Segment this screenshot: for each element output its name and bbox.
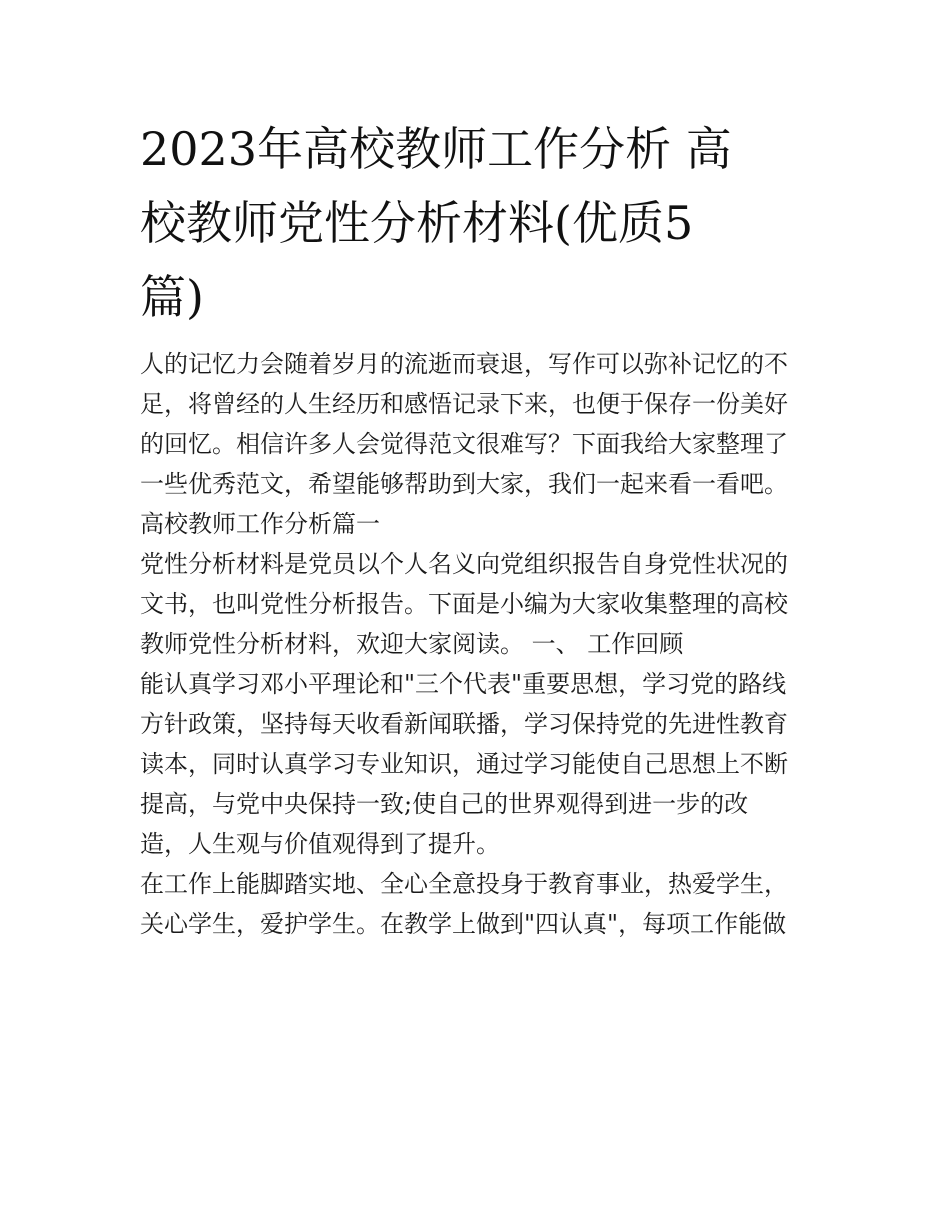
text-line: 党性分析材料是党员以个人名义向党组织报告自身党性状况的: [140, 550, 788, 578]
document-title: [140, 112, 812, 334]
text-line: 的回忆。相信许多人会觉得范文很难写？下面我给大家整理了: [140, 430, 788, 458]
text-line: 方针政策，坚持每天收看新闻联播，学习保持党的先进性教育: [140, 710, 788, 738]
text-line: 足，将曾经的人生经历和感悟记录下来，也便于保存一份美好: [140, 390, 788, 418]
document-content: [140, 112, 812, 944]
text-line: 一些优秀范文，希望能够帮助到大家，我们一起来看一看吧。: [140, 470, 788, 498]
section-heading: [140, 504, 812, 544]
text-line: 关心学生，爱护学生。在教学上做到"四认真"，每项工作能做: [140, 910, 787, 938]
text-line: 能认真学习邓小平理论和"三个代表"重要思想，学习党的路线: [140, 670, 787, 698]
text-line: 提高，与党中央保持一致;使自己的世界观得到进一步的改: [140, 790, 749, 818]
text-line: 造，人生观与价值观得到了提升。: [140, 830, 500, 858]
body-paragraph: [140, 864, 812, 944]
text-line: 文书，也叫党性分析报告。下面是小编为大家收集整理的高校: [140, 590, 788, 618]
document-body: [140, 344, 812, 944]
intro-paragraph: [140, 344, 812, 504]
title-line-1: 2023年高校教师工作分析 高: [140, 122, 732, 176]
text-line: 读本，同时认真学习专业知识，通过学习能使自己思想上不断: [140, 750, 788, 778]
text-line: 在工作上能脚踏实地、全心全意投身于教育事业，热爱学生，: [140, 870, 788, 898]
title-line-3: 篇): [140, 270, 204, 324]
body-paragraph: [140, 664, 812, 864]
title-line-2: 校教师党性分析材料(优质5: [140, 196, 694, 250]
text-line: 人的记忆力会随着岁月的流逝而衰退，写作可以弥补记忆的不: [140, 350, 788, 378]
section-heading-text: 高校教师工作分析篇一: [140, 510, 380, 538]
text-line: 教师党性分析材料，欢迎大家阅读。 一、 工作回顾: [140, 630, 684, 658]
body-paragraph: [140, 544, 812, 664]
